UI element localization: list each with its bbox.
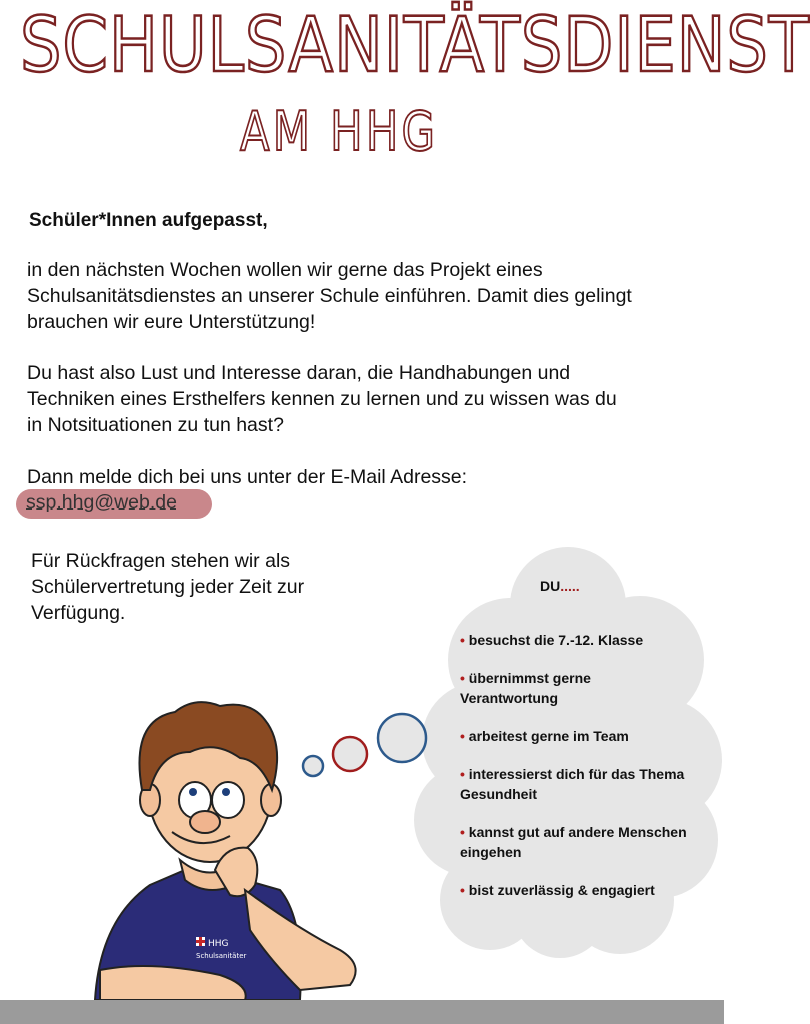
page-subtitle: AM HHG	[240, 100, 439, 163]
signup-paragraph: Dann melde dich bei uns unter der E-Mail Adresse:	[27, 466, 468, 488]
list-item: • bist zuverlässig & engagiert	[460, 882, 655, 898]
thought-circle-medium	[333, 737, 367, 771]
list-item: • besuchst die 7.-12. Klasse	[460, 632, 644, 648]
list-item: • kannst gut auf andere Menschen eingehen	[460, 824, 687, 860]
shirt-logo-text: HHG	[208, 939, 229, 949]
list-item: • interessierst dich für das Thema Gesundheit	[460, 766, 685, 802]
thought-heading-text: DU	[540, 578, 561, 594]
ground-bar	[0, 1000, 724, 1024]
page-title: SCHULSANITÄTSDIENST	[20, 0, 810, 89]
thought-heading-dots: .....	[560, 578, 580, 594]
list-item: • übernimmst gerne Verantwortung	[460, 670, 591, 706]
email-link[interactable]: ssp.hhg@web.de	[26, 491, 177, 513]
contact-paragraph: Für Rückfragen stehen wir als Schülervertretung jeder Zeit zur Verfügung.	[31, 550, 305, 624]
intro-paragraph: in den nächsten Wochen wollen wir gerne das Projekt eines Schulsanitätsdienstes an unserer Schule einführen. Damit dies gelingt brauchen wir eure Unterstützung!	[27, 259, 632, 333]
thought-circle-large	[378, 714, 426, 762]
shirt-caption: Schulsanitäter	[196, 952, 247, 960]
thought-circle-small	[303, 756, 323, 776]
thought-heading	[540, 578, 580, 594]
interest-paragraph: Du hast also Lust und Interesse daran, die Handhabungen und Techniken eines Ersthelfers kennen zu lernen und zu wissen was du in Notsituationen zu tun hast?	[27, 362, 617, 436]
greeting: Schüler*Innen aufgepasst,	[29, 210, 268, 231]
list-item: • arbeitest gerne im Team	[460, 728, 629, 744]
